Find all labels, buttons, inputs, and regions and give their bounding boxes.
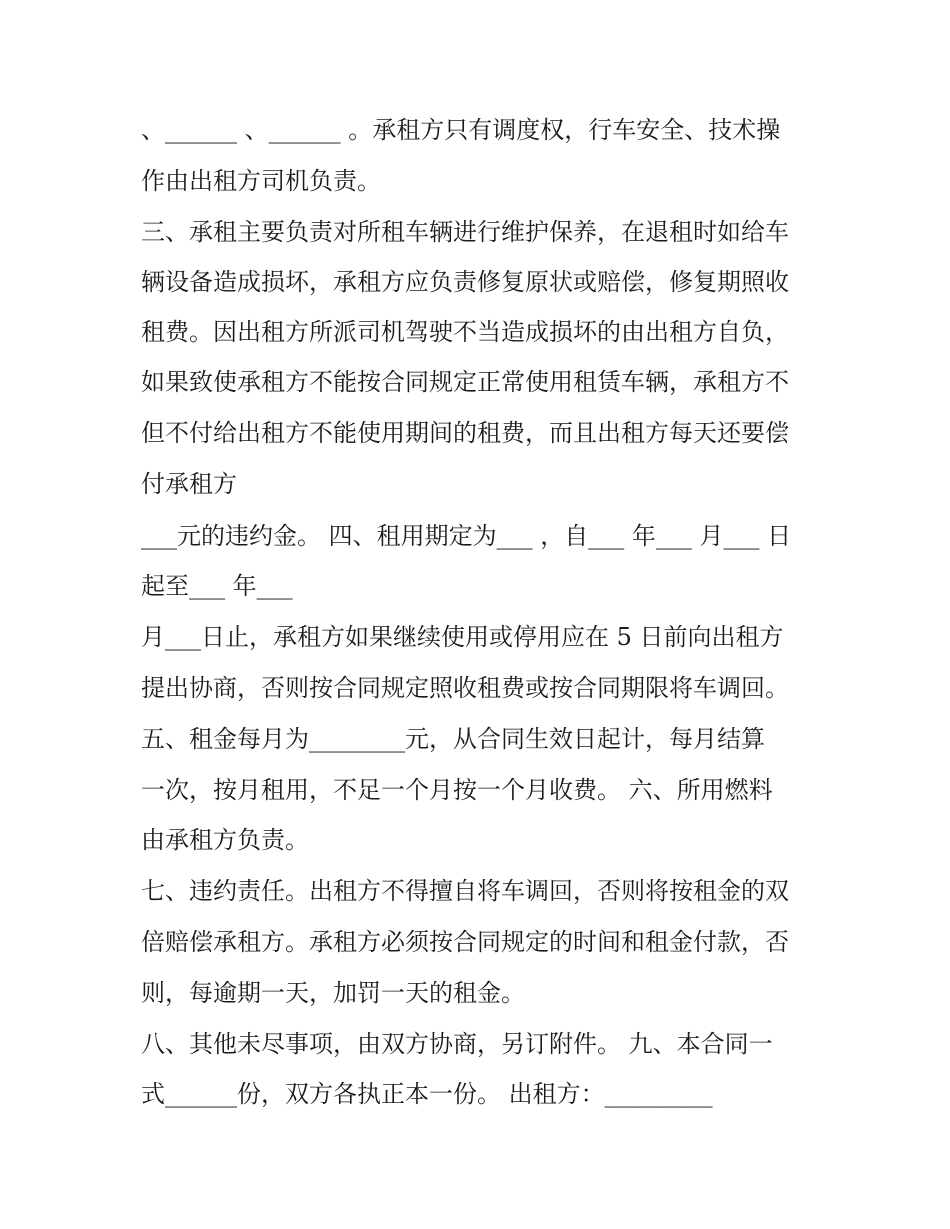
text-line: 一次，按月租用，不足一个月按一个月收费。 六、所用燃料 (141, 776, 773, 804)
text-line: 五、租金每月为________元，从合同生效日起计，每月结算 (141, 725, 765, 753)
text-line: 则，每逾期一天，加罚一天的租金。 (141, 979, 525, 1007)
text-line: 七、违约责任。出租方不得擅自将车调回，否则将按租金的双 (141, 877, 789, 905)
text-line: 作由出租方司机负责。 (141, 167, 381, 195)
text-line: 提出协商，否则按合同规定照收租费或按合同期限将车调回。 (141, 674, 789, 702)
text-line: 辆设备造成损坏，承租方应负责修复原状或赔偿，修复期照收 (141, 268, 789, 296)
text-line: ___元的违约金。 四、租用期定为___ ，自___ 年___ 月___ 日 (141, 522, 792, 550)
text-line: 月___日止，承租方如果继续使用或停用应在 5 日前向出租方 (141, 623, 784, 651)
text-line: 起至___ 年___ (141, 572, 293, 600)
text-line: 式______份，双方各执正本一份。 出租方：_________ (141, 1080, 713, 1108)
text-line: 由承租方负责。 (141, 826, 309, 854)
text-line: 八、其他未尽事项，由双方协商，另订附件。 九、本合同一 (141, 1030, 773, 1058)
text-line: 租费。因出租方所派司机驾驶不当造成损坏的由出租方自负， (141, 318, 789, 346)
text-line: 付承租方 (141, 470, 237, 498)
text-line: 如果致使承租方不能按合同规定正常使用租赁车辆，承租方不 (141, 368, 789, 396)
text-line: 倍赔偿承租方。承租方必须按合同规定的时间和租金付款，否 (141, 928, 789, 956)
text-line: 但不付给出租方不能使用期间的租费，而且出租方每天还要偿 (141, 419, 789, 447)
text-line: 三、承租主要负责对所租车辆进行维护保养，在退租时如给车 (141, 218, 789, 246)
text-line: 、______ 、______ 。承租方只有调度权，行车安全、技术操 (141, 116, 781, 144)
